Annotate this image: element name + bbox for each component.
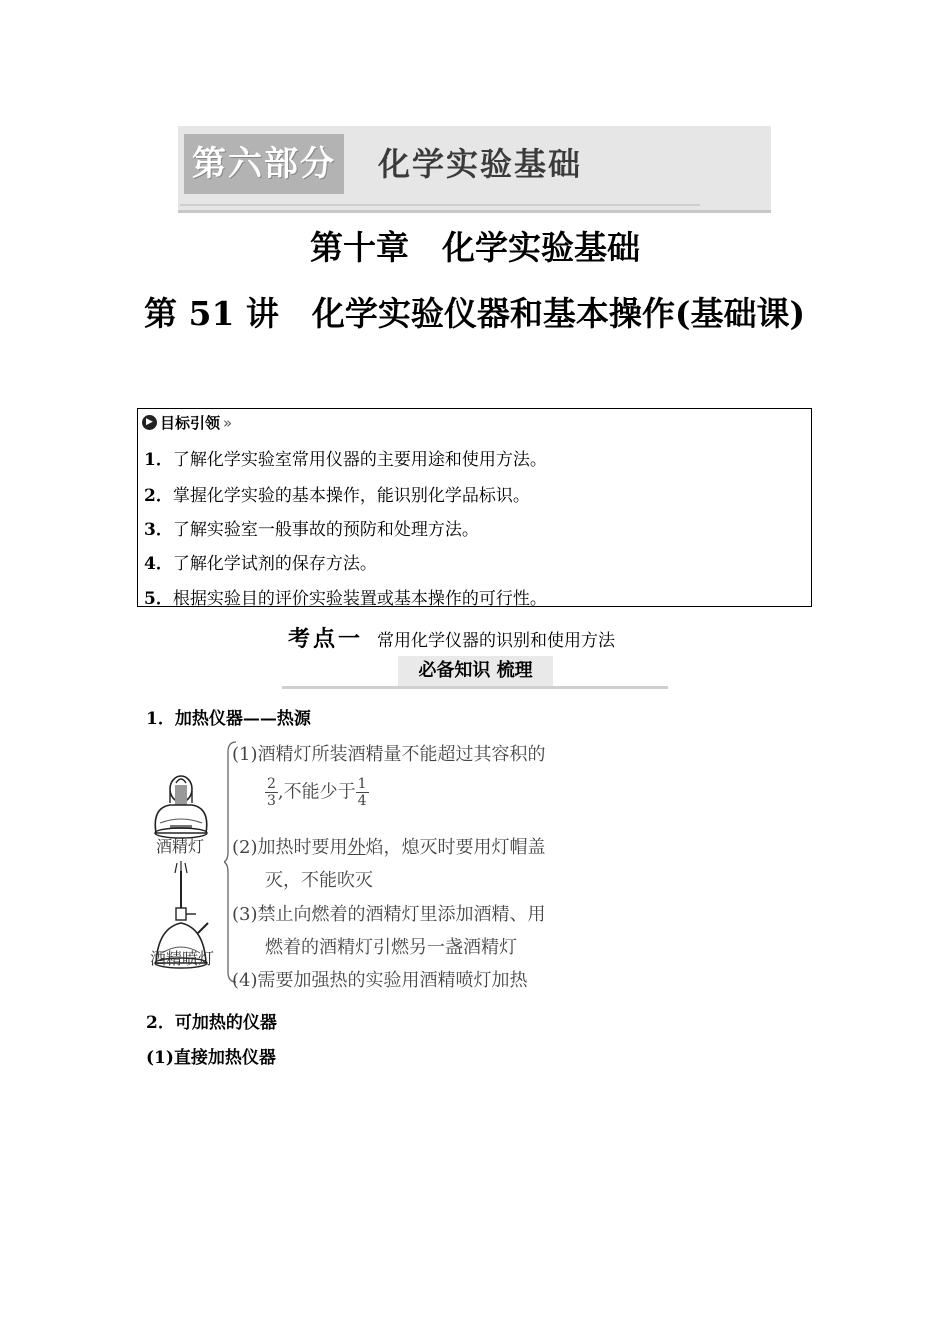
rule-line: (2)加热时要用外焰，熄灭时要用灯帽盖	[232, 837, 546, 858]
part-label: 第六部分	[184, 134, 344, 194]
section-heading: 1．加热仪器——热源	[146, 709, 311, 729]
heating-figure	[146, 738, 616, 991]
section-heading: 2．可加热的仪器	[146, 1013, 277, 1033]
blast-lamp-label: 酒精喷灯	[150, 949, 215, 968]
objectives-box	[137, 408, 812, 607]
chapter-title: 第十章 化学实验基础	[310, 228, 640, 267]
brace-icon	[224, 740, 238, 984]
rule-line: (1)酒精灯所装酒精量不能超过其容积的	[232, 744, 546, 765]
knowledge-label: 必备知识 梳理	[398, 656, 553, 686]
alcohol-lamp-label: 酒精灯	[156, 837, 205, 856]
knowledge-divider	[282, 686, 668, 689]
rule-line: 灭，不能吹灭	[265, 870, 373, 891]
objective-item: 5．根据实验目的评价实验装置或基本操作的可行性。	[144, 589, 547, 609]
lecture-title: 第 51 讲 化学实验仪器和基本操作(基础课)	[144, 294, 806, 333]
rule-line: 燃着的酒精灯引燃另一盏酒精灯	[265, 937, 517, 958]
part-banner	[178, 126, 771, 213]
fraction-one-quarter: $\frac{1}{4}$	[357, 776, 367, 809]
rule-line: (4)需要加强热的实验用酒精喷灯加热	[232, 970, 528, 991]
rule-line: $\frac{2}{3}$ ,不能少于 $\frac{1}{4}$	[267, 776, 367, 809]
objective-item: 4．了解化学试剂的保存方法。	[144, 554, 377, 574]
play-icon: ▶	[142, 415, 157, 430]
objectives-tag-label: 目标引领	[160, 414, 221, 432]
exam-point-label: 考点一	[288, 627, 364, 652]
objective-item: 2．掌握化学实验的基本操作，能识别化学品标识。	[144, 486, 530, 506]
knowledge-header	[282, 656, 668, 690]
exam-point-title: 常用化学仪器的识别和使用方法	[377, 631, 616, 651]
exam-point-heading	[288, 622, 615, 653]
objectives-tag	[142, 412, 232, 433]
fraction-two-thirds: $\frac{2}{3}$	[267, 776, 276, 809]
objective-item: 1．了解化学实验室常用仪器的主要用途和使用方法。	[144, 450, 547, 470]
banner-divider	[180, 204, 700, 206]
double-chevron-icon: »	[223, 413, 233, 432]
rule-line: (3)禁止向燃着的酒精灯里添加酒精、用	[232, 904, 546, 925]
subsection-heading: (1)直接加热仪器	[146, 1048, 276, 1068]
part-title: 化学实验基础	[378, 145, 583, 183]
objective-item: 3．了解实验室一般事故的预防和处理方法。	[144, 520, 479, 540]
